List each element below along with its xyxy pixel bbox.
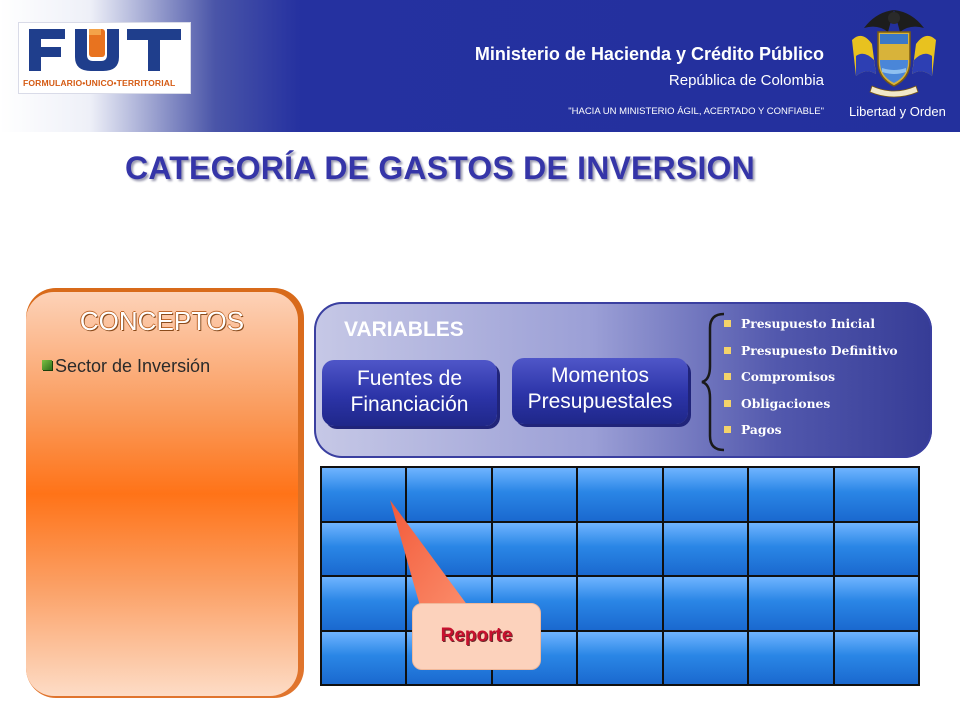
momentos-presupuestales-button[interactable]: Momentos Presupuestales [512, 358, 688, 424]
list-item [724, 316, 898, 343]
header-banner [0, 0, 960, 132]
square-bullet-icon [724, 373, 731, 380]
square-bullet-icon [724, 320, 731, 327]
ministry-name: Ministerio de Hacienda y Crédito Público [474, 44, 824, 64]
list-item-label: Compromisos [741, 369, 836, 385]
list-item [724, 343, 898, 370]
square-bullet-icon [724, 347, 731, 354]
grid-cell [834, 631, 919, 686]
fut-logo-tagline: FORMULARIO•UNICO•TERRITORIAL [23, 78, 176, 88]
grid-cell [748, 631, 833, 686]
grid-cell [663, 576, 748, 631]
list-item-label: Obligaciones [741, 395, 831, 411]
ministry-motto: "HACIA UN MINISTERIO ÁGIL, ACERTADO Y CONFIABLE" [568, 106, 824, 117]
grid-cell [577, 631, 662, 686]
fut-logo-icon [25, 27, 185, 73]
concept-item [42, 356, 210, 377]
grid-cell [492, 522, 577, 577]
page-title: CATEGORÍA DE GASTOS DE INVERSION [125, 150, 755, 186]
crest-caption: Libertad y Orden [849, 104, 946, 119]
grid-cell [321, 631, 406, 686]
grid-cell [834, 467, 919, 522]
list-item-label: Presupuesto Inicial [741, 316, 876, 331]
grid-cell [834, 522, 919, 577]
callout-pointer-icon [380, 496, 470, 606]
grid-cell [492, 467, 577, 522]
grid-cell [663, 631, 748, 686]
grid-cell [748, 576, 833, 631]
square-bullet-icon [724, 426, 731, 433]
table-row [321, 631, 919, 686]
list-item [724, 369, 898, 396]
grid-cell [577, 522, 662, 577]
list-item [724, 396, 898, 423]
reporte-callout[interactable] [412, 603, 541, 670]
momentos-list [724, 316, 898, 449]
reporte-label: Reporte [440, 625, 513, 646]
concept-item-label: Sector de Inversión [55, 356, 211, 376]
green-square-bullet-icon [42, 360, 52, 370]
fuentes-financiacion-button[interactable]: Fuentes de Financiación [322, 360, 497, 426]
list-item [724, 422, 898, 449]
square-bullet-icon [724, 400, 731, 407]
grid-cell [748, 522, 833, 577]
list-item-label: Pagos [741, 422, 782, 438]
republic-name: República de Colombia [668, 72, 824, 89]
fut-logo [18, 22, 191, 94]
conceptos-title: CONCEPTOS [79, 306, 245, 336]
list-item-label: Presupuesto Definitivo [741, 342, 898, 358]
grid-cell [577, 576, 662, 631]
colombia-crest-icon [846, 4, 942, 100]
grid-cell [663, 467, 748, 522]
grid-cell [834, 576, 919, 631]
grid-cell [577, 467, 662, 522]
variables-title: VARIABLES [344, 318, 464, 341]
grid-cell [748, 467, 833, 522]
conceptos-panel-body [26, 292, 298, 696]
grid-cell [663, 522, 748, 577]
conceptos-panel [26, 288, 304, 698]
